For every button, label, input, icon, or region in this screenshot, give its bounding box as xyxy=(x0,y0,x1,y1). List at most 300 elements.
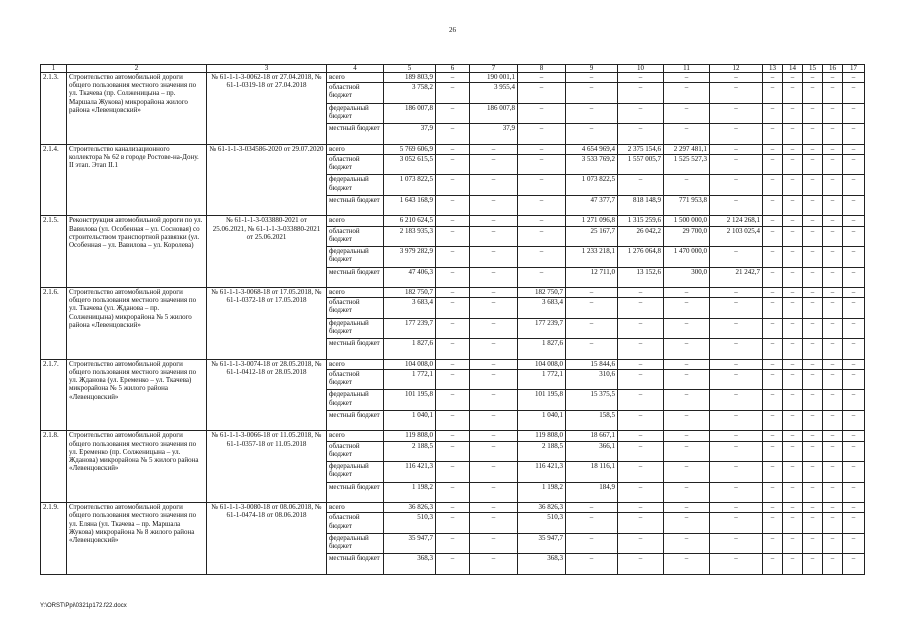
amount-cell: – xyxy=(823,267,843,288)
column-number-row xyxy=(41,65,865,73)
funding-source-label: местный бюджет xyxy=(327,339,384,360)
amount-cell: 36 826,3 xyxy=(384,503,436,513)
amount-cell: – xyxy=(436,103,470,124)
amount-cell: 2 297 481,1 xyxy=(664,144,710,154)
table-row xyxy=(41,216,865,226)
amount-cell: 2 183 935,3 xyxy=(384,226,436,247)
amount-cell: – xyxy=(710,298,763,319)
funding-source-label: местный бюджет xyxy=(327,267,384,288)
amount-cell: – xyxy=(470,410,518,431)
amount-cell: – xyxy=(783,431,803,441)
amount-cell: 2 188,5 xyxy=(518,441,566,462)
funding-source-label: областной бюджет xyxy=(327,83,384,104)
amount-cell: – xyxy=(664,73,710,83)
amount-cell: – xyxy=(710,73,763,83)
amount-cell: – xyxy=(823,482,843,503)
amount-cell: – xyxy=(763,267,783,288)
amount-cell: 1 198,2 xyxy=(518,482,566,503)
amount-cell: – xyxy=(566,73,618,83)
funding-source-label: областной бюджет xyxy=(327,226,384,247)
column-number: 8 xyxy=(518,65,566,73)
amount-cell: 101 195,8 xyxy=(384,390,436,411)
amount-cell: – xyxy=(618,339,664,360)
amount-cell: – xyxy=(470,175,518,196)
amount-cell: – xyxy=(710,390,763,411)
amount-cell: – xyxy=(566,103,618,124)
amount-cell: 47 377,7 xyxy=(566,195,618,216)
amount-cell: – xyxy=(823,124,843,145)
page-number: 26 xyxy=(449,26,456,34)
amount-cell: – xyxy=(518,83,566,104)
amount-cell: – xyxy=(843,195,865,216)
amount-cell: – xyxy=(843,73,865,83)
amount-cell: – xyxy=(664,390,710,411)
amount-cell: – xyxy=(763,298,783,319)
amount-cell: 1 772,1 xyxy=(518,369,566,390)
funding-source-label: федеральный бюджет xyxy=(327,462,384,483)
amount-cell: – xyxy=(823,247,843,268)
amount-cell: 3 683,4 xyxy=(518,298,566,319)
amount-cell: 2 124 268,1 xyxy=(710,216,763,226)
amount-cell: – xyxy=(823,226,843,247)
amount-cell: – xyxy=(618,554,664,575)
amount-cell: – xyxy=(436,83,470,104)
amount-cell: – xyxy=(518,103,566,124)
amount-cell: 189 803,9 xyxy=(384,73,436,83)
amount-cell: – xyxy=(436,124,470,145)
amount-cell: – xyxy=(664,124,710,145)
amount-cell: – xyxy=(763,83,783,104)
amount-cell: – xyxy=(618,503,664,513)
amount-cell: – xyxy=(823,154,843,175)
amount-cell: – xyxy=(783,216,803,226)
amount-cell: – xyxy=(763,73,783,83)
amount-cell: – xyxy=(436,318,470,339)
amount-cell: 119 808,0 xyxy=(384,431,436,441)
amount-cell: 104 008,0 xyxy=(518,359,566,369)
amount-cell: – xyxy=(823,441,843,462)
amount-cell: 1 827,6 xyxy=(518,339,566,360)
amount-cell: – xyxy=(618,318,664,339)
amount-cell: – xyxy=(664,83,710,104)
amount-cell: – xyxy=(783,318,803,339)
amount-cell: 36 826,3 xyxy=(518,503,566,513)
amount-cell: 2 375 154,6 xyxy=(618,144,664,154)
amount-cell: – xyxy=(823,73,843,83)
funding-source-label: всего xyxy=(327,503,384,513)
amount-cell: 182 750,7 xyxy=(384,288,436,298)
amount-cell: – xyxy=(436,390,470,411)
column-number: 13 xyxy=(763,65,783,73)
amount-cell: – xyxy=(783,369,803,390)
amount-cell: – xyxy=(803,83,823,104)
column-number: 1 xyxy=(41,65,67,73)
table-row xyxy=(41,73,865,83)
amount-cell: – xyxy=(664,369,710,390)
amount-cell: – xyxy=(783,359,803,369)
amount-cell: – xyxy=(843,124,865,145)
amount-cell: – xyxy=(803,482,823,503)
amount-cell: – xyxy=(763,410,783,431)
amount-cell: – xyxy=(763,369,783,390)
amount-cell: 158,5 xyxy=(566,410,618,431)
amount-cell: – xyxy=(823,390,843,411)
amount-cell: – xyxy=(470,503,518,513)
amount-cell: – xyxy=(618,298,664,319)
amount-cell: – xyxy=(783,298,803,319)
amount-cell: – xyxy=(470,267,518,288)
funding-source-label: местный бюджет xyxy=(327,410,384,431)
amount-cell: – xyxy=(470,359,518,369)
amount-cell: – xyxy=(763,154,783,175)
amount-cell: – xyxy=(763,247,783,268)
column-number: 5 xyxy=(384,65,436,73)
funding-source-label: всего xyxy=(327,216,384,226)
amount-cell: – xyxy=(783,554,803,575)
amount-cell: – xyxy=(803,503,823,513)
amount-cell: – xyxy=(518,144,566,154)
amount-cell: – xyxy=(566,503,618,513)
amount-cell: – xyxy=(664,482,710,503)
amount-cell: – xyxy=(823,318,843,339)
amount-cell: – xyxy=(763,339,783,360)
amount-cell: – xyxy=(566,554,618,575)
amount-cell: – xyxy=(664,503,710,513)
amount-cell: – xyxy=(470,247,518,268)
amount-cell: 119 808,0 xyxy=(518,431,566,441)
amount-cell: – xyxy=(664,554,710,575)
amount-cell: – xyxy=(618,369,664,390)
amount-cell: – xyxy=(803,103,823,124)
item-expertise-docs: № 61-1-1-3-034586-2020 от 29.07.2020 xyxy=(207,144,327,216)
amount-cell: 18 116,1 xyxy=(566,462,618,483)
amount-cell: – xyxy=(843,410,865,431)
amount-cell: – xyxy=(436,369,470,390)
amount-cell: – xyxy=(664,318,710,339)
amount-cell: – xyxy=(843,144,865,154)
funding-source-label: всего xyxy=(327,73,384,83)
amount-cell: – xyxy=(823,410,843,431)
amount-cell: – xyxy=(823,513,843,534)
amount-cell: – xyxy=(803,175,823,196)
amount-cell: – xyxy=(843,267,865,288)
amount-cell: – xyxy=(843,226,865,247)
amount-cell: – xyxy=(664,288,710,298)
item-number: 2.1.6. xyxy=(41,288,67,360)
amount-cell: – xyxy=(710,359,763,369)
funding-source-label: федеральный бюджет xyxy=(327,390,384,411)
amount-cell: – xyxy=(783,533,803,554)
item-number: 2.1.5. xyxy=(41,216,67,288)
amount-cell: 1 470 000,0 xyxy=(664,247,710,268)
item-name: Строительство канализационного коллектора № 62 в городе Ростове-на-Дону. II этап. Этап II.1 xyxy=(67,144,207,216)
amount-cell: 1 271 096,8 xyxy=(566,216,618,226)
amount-cell: – xyxy=(763,462,783,483)
amount-cell: – xyxy=(803,369,823,390)
amount-cell: – xyxy=(763,503,783,513)
amount-cell: 510,3 xyxy=(384,513,436,534)
amount-cell: – xyxy=(823,339,843,360)
amount-cell: – xyxy=(763,482,783,503)
amount-cell: – xyxy=(710,513,763,534)
amount-cell: – xyxy=(518,73,566,83)
table-row xyxy=(41,503,865,513)
amount-cell: – xyxy=(803,533,823,554)
funding-source-label: федеральный бюджет xyxy=(327,103,384,124)
amount-cell: – xyxy=(566,533,618,554)
column-number: 17 xyxy=(843,65,865,73)
amount-cell: 1 276 064,8 xyxy=(618,247,664,268)
amount-cell: – xyxy=(710,441,763,462)
amount-cell: – xyxy=(783,410,803,431)
amount-cell: – xyxy=(618,533,664,554)
funding-source-label: федеральный бюджет xyxy=(327,533,384,554)
column-number: 6 xyxy=(436,65,470,73)
amount-cell: – xyxy=(518,247,566,268)
amount-cell: 26 042,2 xyxy=(618,226,664,247)
amount-cell: 186 007,8 xyxy=(384,103,436,124)
amount-cell: – xyxy=(618,83,664,104)
amount-cell: – xyxy=(436,298,470,319)
amount-cell: 2 188,5 xyxy=(384,441,436,462)
amount-cell: – xyxy=(823,195,843,216)
amount-cell: 13 152,6 xyxy=(618,267,664,288)
item-expertise-docs: № 61-1-1-3-033880-2021 от 25.06.2021, № 61-1-1-3-033880-2021 от 25.06.2021 xyxy=(207,216,327,288)
amount-cell: – xyxy=(710,103,763,124)
amount-cell: 1 040,1 xyxy=(518,410,566,431)
amount-cell: 1 500 000,0 xyxy=(664,216,710,226)
amount-cell: – xyxy=(823,288,843,298)
amount-cell: – xyxy=(783,513,803,534)
amount-cell: 3 533 769,2 xyxy=(566,154,618,175)
amount-cell: – xyxy=(470,288,518,298)
amount-cell: 35 947,7 xyxy=(384,533,436,554)
amount-cell: – xyxy=(823,298,843,319)
amount-cell: – xyxy=(566,83,618,104)
amount-cell: – xyxy=(664,513,710,534)
amount-cell: – xyxy=(823,359,843,369)
amount-cell: – xyxy=(566,318,618,339)
amount-cell: – xyxy=(783,288,803,298)
amount-cell: – xyxy=(763,226,783,247)
amount-cell: 21 242,7 xyxy=(710,267,763,288)
amount-cell: – xyxy=(518,154,566,175)
amount-cell: – xyxy=(803,318,823,339)
item-number: 2.1.8. xyxy=(41,431,67,503)
amount-cell: – xyxy=(470,441,518,462)
amount-cell: 116 421,3 xyxy=(518,462,566,483)
amount-cell: – xyxy=(710,144,763,154)
amount-cell: 1 198,2 xyxy=(384,482,436,503)
funding-source-label: областной бюджет xyxy=(327,298,384,319)
amount-cell: 37,9 xyxy=(470,124,518,145)
amount-cell: – xyxy=(763,431,783,441)
amount-cell: 47 406,3 xyxy=(384,267,436,288)
amount-cell: – xyxy=(710,462,763,483)
amount-cell: – xyxy=(470,216,518,226)
amount-cell: – xyxy=(843,298,865,319)
amount-cell: – xyxy=(664,431,710,441)
amount-cell: – xyxy=(803,441,823,462)
amount-cell: – xyxy=(664,103,710,124)
amount-cell: – xyxy=(783,462,803,483)
amount-cell: – xyxy=(710,288,763,298)
amount-cell: – xyxy=(618,513,664,534)
amount-cell: – xyxy=(436,410,470,431)
amount-cell: – xyxy=(823,533,843,554)
amount-cell: – xyxy=(436,482,470,503)
amount-cell: – xyxy=(710,195,763,216)
amount-cell: – xyxy=(470,462,518,483)
amount-cell: 25 167,7 xyxy=(566,226,618,247)
amount-cell: – xyxy=(843,513,865,534)
amount-cell: 1 643 168,9 xyxy=(384,195,436,216)
amount-cell: – xyxy=(843,533,865,554)
amount-cell: – xyxy=(664,339,710,360)
funding-source-label: федеральный бюджет xyxy=(327,247,384,268)
amount-cell: – xyxy=(618,73,664,83)
amount-cell: – xyxy=(843,390,865,411)
amount-cell: – xyxy=(823,83,843,104)
amount-cell: – xyxy=(783,247,803,268)
amount-cell: – xyxy=(470,369,518,390)
amount-cell: – xyxy=(436,359,470,369)
amount-cell: – xyxy=(436,503,470,513)
amount-cell: – xyxy=(518,267,566,288)
amount-cell: – xyxy=(783,195,803,216)
amount-cell: – xyxy=(843,288,865,298)
amount-cell: – xyxy=(436,431,470,441)
amount-cell: – xyxy=(618,462,664,483)
amount-cell: – xyxy=(470,318,518,339)
amount-cell: – xyxy=(436,288,470,298)
amount-cell: – xyxy=(436,216,470,226)
amount-cell: – xyxy=(843,175,865,196)
amount-cell: 186 007,8 xyxy=(470,103,518,124)
amount-cell: – xyxy=(803,73,823,83)
column-number: 10 xyxy=(618,65,664,73)
amount-cell: – xyxy=(803,226,823,247)
funding-source-label: федеральный бюджет xyxy=(327,175,384,196)
funding-source-label: местный бюджет xyxy=(327,195,384,216)
amount-cell: – xyxy=(843,103,865,124)
amount-cell: 190 001,1 xyxy=(470,73,518,83)
amount-cell: – xyxy=(803,144,823,154)
amount-cell: – xyxy=(470,226,518,247)
amount-cell: – xyxy=(470,195,518,216)
item-name: Строительство автомобильной дороги общего пользования местного значения по ул. Еременко (пр. Солженицына – ул. Жданова) микрорайона № 5 жилого района «Левенцовский» xyxy=(67,431,207,503)
amount-cell: – xyxy=(783,73,803,83)
amount-cell: – xyxy=(566,298,618,319)
amount-cell: – xyxy=(470,482,518,503)
amount-cell: 300,0 xyxy=(664,267,710,288)
amount-cell: – xyxy=(436,513,470,534)
amount-cell: – xyxy=(763,175,783,196)
amount-cell: – xyxy=(763,390,783,411)
amount-cell: 1 040,1 xyxy=(384,410,436,431)
amount-cell: – xyxy=(783,226,803,247)
item-name: Реконструкция автомобильной дороги по ул. Вавилова (ул. Особенная – ул. Сосновая) со строительством транспортной развязки (ул. Особенная – ул. Вавилова – ул. Королева) xyxy=(67,216,207,288)
amount-cell: – xyxy=(710,482,763,503)
item-name: Строительство автомобильной дороги общего пользования местного значения по ул. Ткачева (ул. Жданова – пр. Солженицына) микрорайона № 5 жилого района «Левенцовский» xyxy=(67,288,207,360)
amount-cell: 101 195,8 xyxy=(518,390,566,411)
amount-cell: – xyxy=(436,175,470,196)
amount-cell: – xyxy=(763,359,783,369)
amount-cell: – xyxy=(843,554,865,575)
amount-cell: – xyxy=(803,247,823,268)
column-number: 7 xyxy=(470,65,518,73)
amount-cell: – xyxy=(618,288,664,298)
amount-cell: – xyxy=(470,533,518,554)
amount-cell: 18 667,1 xyxy=(566,431,618,441)
amount-cell: – xyxy=(823,216,843,226)
amount-cell: 177 239,7 xyxy=(384,318,436,339)
amount-cell: – xyxy=(664,462,710,483)
amount-cell: 35 947,7 xyxy=(518,533,566,554)
amount-cell: 1 315 259,6 xyxy=(618,216,664,226)
amount-cell: – xyxy=(664,441,710,462)
amount-cell: 1 827,6 xyxy=(384,339,436,360)
amount-cell: – xyxy=(783,503,803,513)
amount-cell: 5 769 606,9 xyxy=(384,144,436,154)
amount-cell: – xyxy=(763,554,783,575)
amount-cell: – xyxy=(518,195,566,216)
amount-cell: 182 750,7 xyxy=(518,288,566,298)
column-number: 9 xyxy=(566,65,618,73)
amount-cell: – xyxy=(566,339,618,360)
amount-cell: – xyxy=(664,298,710,319)
amount-cell: – xyxy=(664,533,710,554)
amount-cell: – xyxy=(763,533,783,554)
amount-cell: – xyxy=(618,359,664,369)
amount-cell: – xyxy=(710,83,763,104)
funding-source-label: областной бюджет xyxy=(327,154,384,175)
amount-cell: – xyxy=(763,441,783,462)
amount-cell: – xyxy=(664,175,710,196)
funding-source-label: местный бюджет xyxy=(327,554,384,575)
amount-cell: 184,9 xyxy=(566,482,618,503)
amount-cell: 3 683,4 xyxy=(384,298,436,319)
item-number: 2.1.4. xyxy=(41,144,67,216)
item-expertise-docs: № 61-1-1-3-0062-18 от 27.04.2018, № 61-1-0319-18 от 27.04.2018 xyxy=(207,73,327,145)
amount-cell: – xyxy=(470,298,518,319)
item-name: Строительство автомобильной дороги общего пользования местного значения по ул. Еляна (ул. Ткачева – пр. Маршала Жукова) микрорайона № 8 жилого района «Левенцовский» xyxy=(67,503,207,575)
amount-cell: – xyxy=(710,431,763,441)
amount-cell: 1 073 822,5 xyxy=(384,175,436,196)
amount-cell: – xyxy=(843,482,865,503)
amount-cell: 3 979 282,9 xyxy=(384,247,436,268)
funding-source-label: всего xyxy=(327,288,384,298)
amount-cell: – xyxy=(823,431,843,441)
amount-cell: – xyxy=(436,73,470,83)
amount-cell: – xyxy=(566,513,618,534)
item-number: 2.1.3. xyxy=(41,73,67,145)
amount-cell: – xyxy=(803,359,823,369)
amount-cell: 1 233 218,1 xyxy=(566,247,618,268)
amount-cell: – xyxy=(783,482,803,503)
amount-cell: 3 052 615,5 xyxy=(384,154,436,175)
amount-cell: 1 525 527,3 xyxy=(664,154,710,175)
amount-cell: – xyxy=(710,503,763,513)
amount-cell: – xyxy=(710,554,763,575)
amount-cell: – xyxy=(710,247,763,268)
amount-cell: – xyxy=(710,533,763,554)
amount-cell: 368,3 xyxy=(384,554,436,575)
amount-cell: – xyxy=(436,462,470,483)
amount-cell: – xyxy=(843,318,865,339)
amount-cell: – xyxy=(803,513,823,534)
amount-cell: – xyxy=(803,124,823,145)
